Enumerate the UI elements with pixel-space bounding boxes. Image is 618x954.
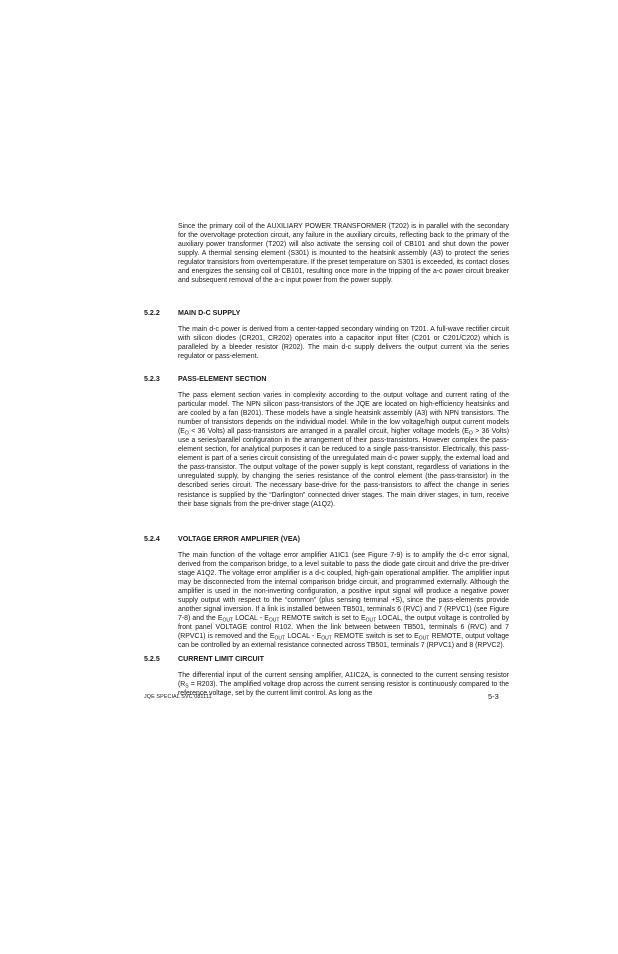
section-heading (144, 535, 509, 545)
subscript: O (468, 430, 473, 437)
section-heading (144, 655, 509, 665)
section-main-dc-supply (144, 309, 509, 361)
subscript: OUT (222, 617, 234, 624)
subscript: OUT (268, 617, 280, 624)
body-text: LOCAL - E (285, 633, 322, 641)
body-text: = R203). The amplified voltage drop across the current sensing resistor is continuously compared to the reference voltage, set by the current limit control. As long as the (178, 681, 509, 698)
section-body (178, 391, 509, 509)
section-title: MAIN D-C SUPPLY (178, 309, 241, 317)
subscript: OUT (418, 635, 430, 642)
body-text: The pass element section varies in complexity according to the output voltage and current rating of the particular model. The NPN silicon pass-transistors of the JQE are located on high-efficiency heatsinks and are cooled by a fan (B201). These models have a single heatsink assembly (A3) with NPN transistors. The number of transistors depends on the individual model. While in the low voltage/high output current models (E (178, 392, 509, 436)
page-number: 5-3 (488, 692, 499, 701)
footer-document-id: JQE SPECIAL SVC 081111 (144, 694, 212, 700)
subscript: OUT (321, 635, 332, 642)
subscript: O (184, 430, 189, 437)
body-text: LOCAL - E (233, 615, 269, 623)
section-body (178, 551, 509, 651)
section-number: 5.2.4 (144, 535, 160, 543)
section-number: 5.2.3 (144, 375, 160, 383)
section-heading (144, 309, 509, 319)
body-text: REMOTE, output voltage can be controlled by an external resistance connected across TB501, terminals 7 (RPVC1) and 8 (RPVC2). (178, 633, 509, 650)
intro-paragraph: Since the primary coil of the AUXILIARY POWER TRANSFORMER (T202) is in parallel with the secondary for the overvoltage protection circuit, any failure in the auxiliary circuits, reflecting back to the primary of the auxiliary power transformer (T202) will also activate the sensing coil of CB101 and shut down the power supply. A thermal sensing element (S301) is mounted to the heatsink assembly (A3) to protect the series regulator transistors from overtemperature. If the preset temperature on S301 is exceeded, its contact closes and energizes the sensing coil of CB101, resulting once more in the tripping of the a-c power circuit breaker and subsequent removal of the a-c input power from the power supply. (178, 223, 509, 285)
subscript: OUT (365, 617, 377, 624)
section-title: PASS-ELEMENT SECTION (178, 375, 267, 383)
body-text: LOCAL, the output voltage is controlled by front panel VOLTAGE control R102. When the link between between TB501, terminals 6 (RVC) and 7 (RPVC1) is removed and the E (178, 615, 510, 641)
body-text: < 36 Volts) all pass-transistors are arranged in a parallel circuit, higher voltage models (E (188, 428, 469, 436)
subscript: S (185, 683, 189, 690)
section-number: 5.2.5 (144, 655, 160, 663)
section-voltage-error-amplifier (144, 535, 509, 651)
section-title: CURRENT LIMIT CIRCUIT (178, 655, 264, 663)
body-text: REMOTE switch is set to E (279, 615, 366, 623)
subscript: OUT (274, 635, 286, 642)
body-text: The differential input of the current sensing amplifier, A1IC2A, is connected to the current sensing resistor (R (178, 672, 509, 689)
body-text: > 36 Volts) use a series/parallel configuration in the arrangement of their pass-transistors. However complex the pass-element section, for analytical purposes it can be reduced to a single pass-transistor. Electrically, this pass-element is part of a series circuit consisting of the unregulated main d-c power supply, the external load and the pass-transistor. The output voltage of the power supply is kept constant, regardless of variations in the unregulated supply, by changing the series resistance of the control element (the pass-transistor) in the described series circuit. The necessary base-drive for the pass-transistors to affect the change in series resistance is supplied by the “Darlington” connected driver stages. The main driver stages, in turn, receive their base signals from the pre-driver stage (A1Q2). (178, 428, 509, 508)
section-pass-element (144, 375, 509, 509)
section-body (178, 671, 509, 698)
section-body: The main d-c power is derived from a center-tapped secondary winding on T201. A full-wave rectifier circuit with silicon diodes (CR201, CR202) operates into a capacitor input filter (C201 or C201/C202) which is paralleled by a bleeder resistor (R202). The main d-c supply delivers the output current via the series regulator or pass-element. (178, 326, 509, 361)
body-text: The main function of the voltage error amplifier A1IC1 (see Figure 7-9) is to amplify the d-c error signal, derived from the comparison bridge, to a level suitable to pass the diode gate circuit and drive the pre-driver stage A1Q2. The voltage error amplifier is a d-c coupled, high-gain operational amplifier. The amplifier input may be disconnected from the internal comparison bridge circuit, and programmed externally. Although the amplifier is used in the non-inverting configuration, a positive input signal will produce a negative power supply output with respect to the “common” (plus sensing terminal +S), since the pass-elements provide another signal inversion. If a link is installed between TB501, terminals 6 (RVC) and 7 (RPVC1) (see Figure 7-8) and the E (178, 552, 509, 623)
section-heading (144, 375, 509, 385)
body-text: REMOTE switch is set to E (331, 633, 419, 641)
section-title: VOLTAGE ERROR AMPLIFIER (VEA) (178, 535, 301, 543)
section-number: 5.2.2 (144, 309, 160, 317)
section-current-limit (144, 655, 509, 698)
